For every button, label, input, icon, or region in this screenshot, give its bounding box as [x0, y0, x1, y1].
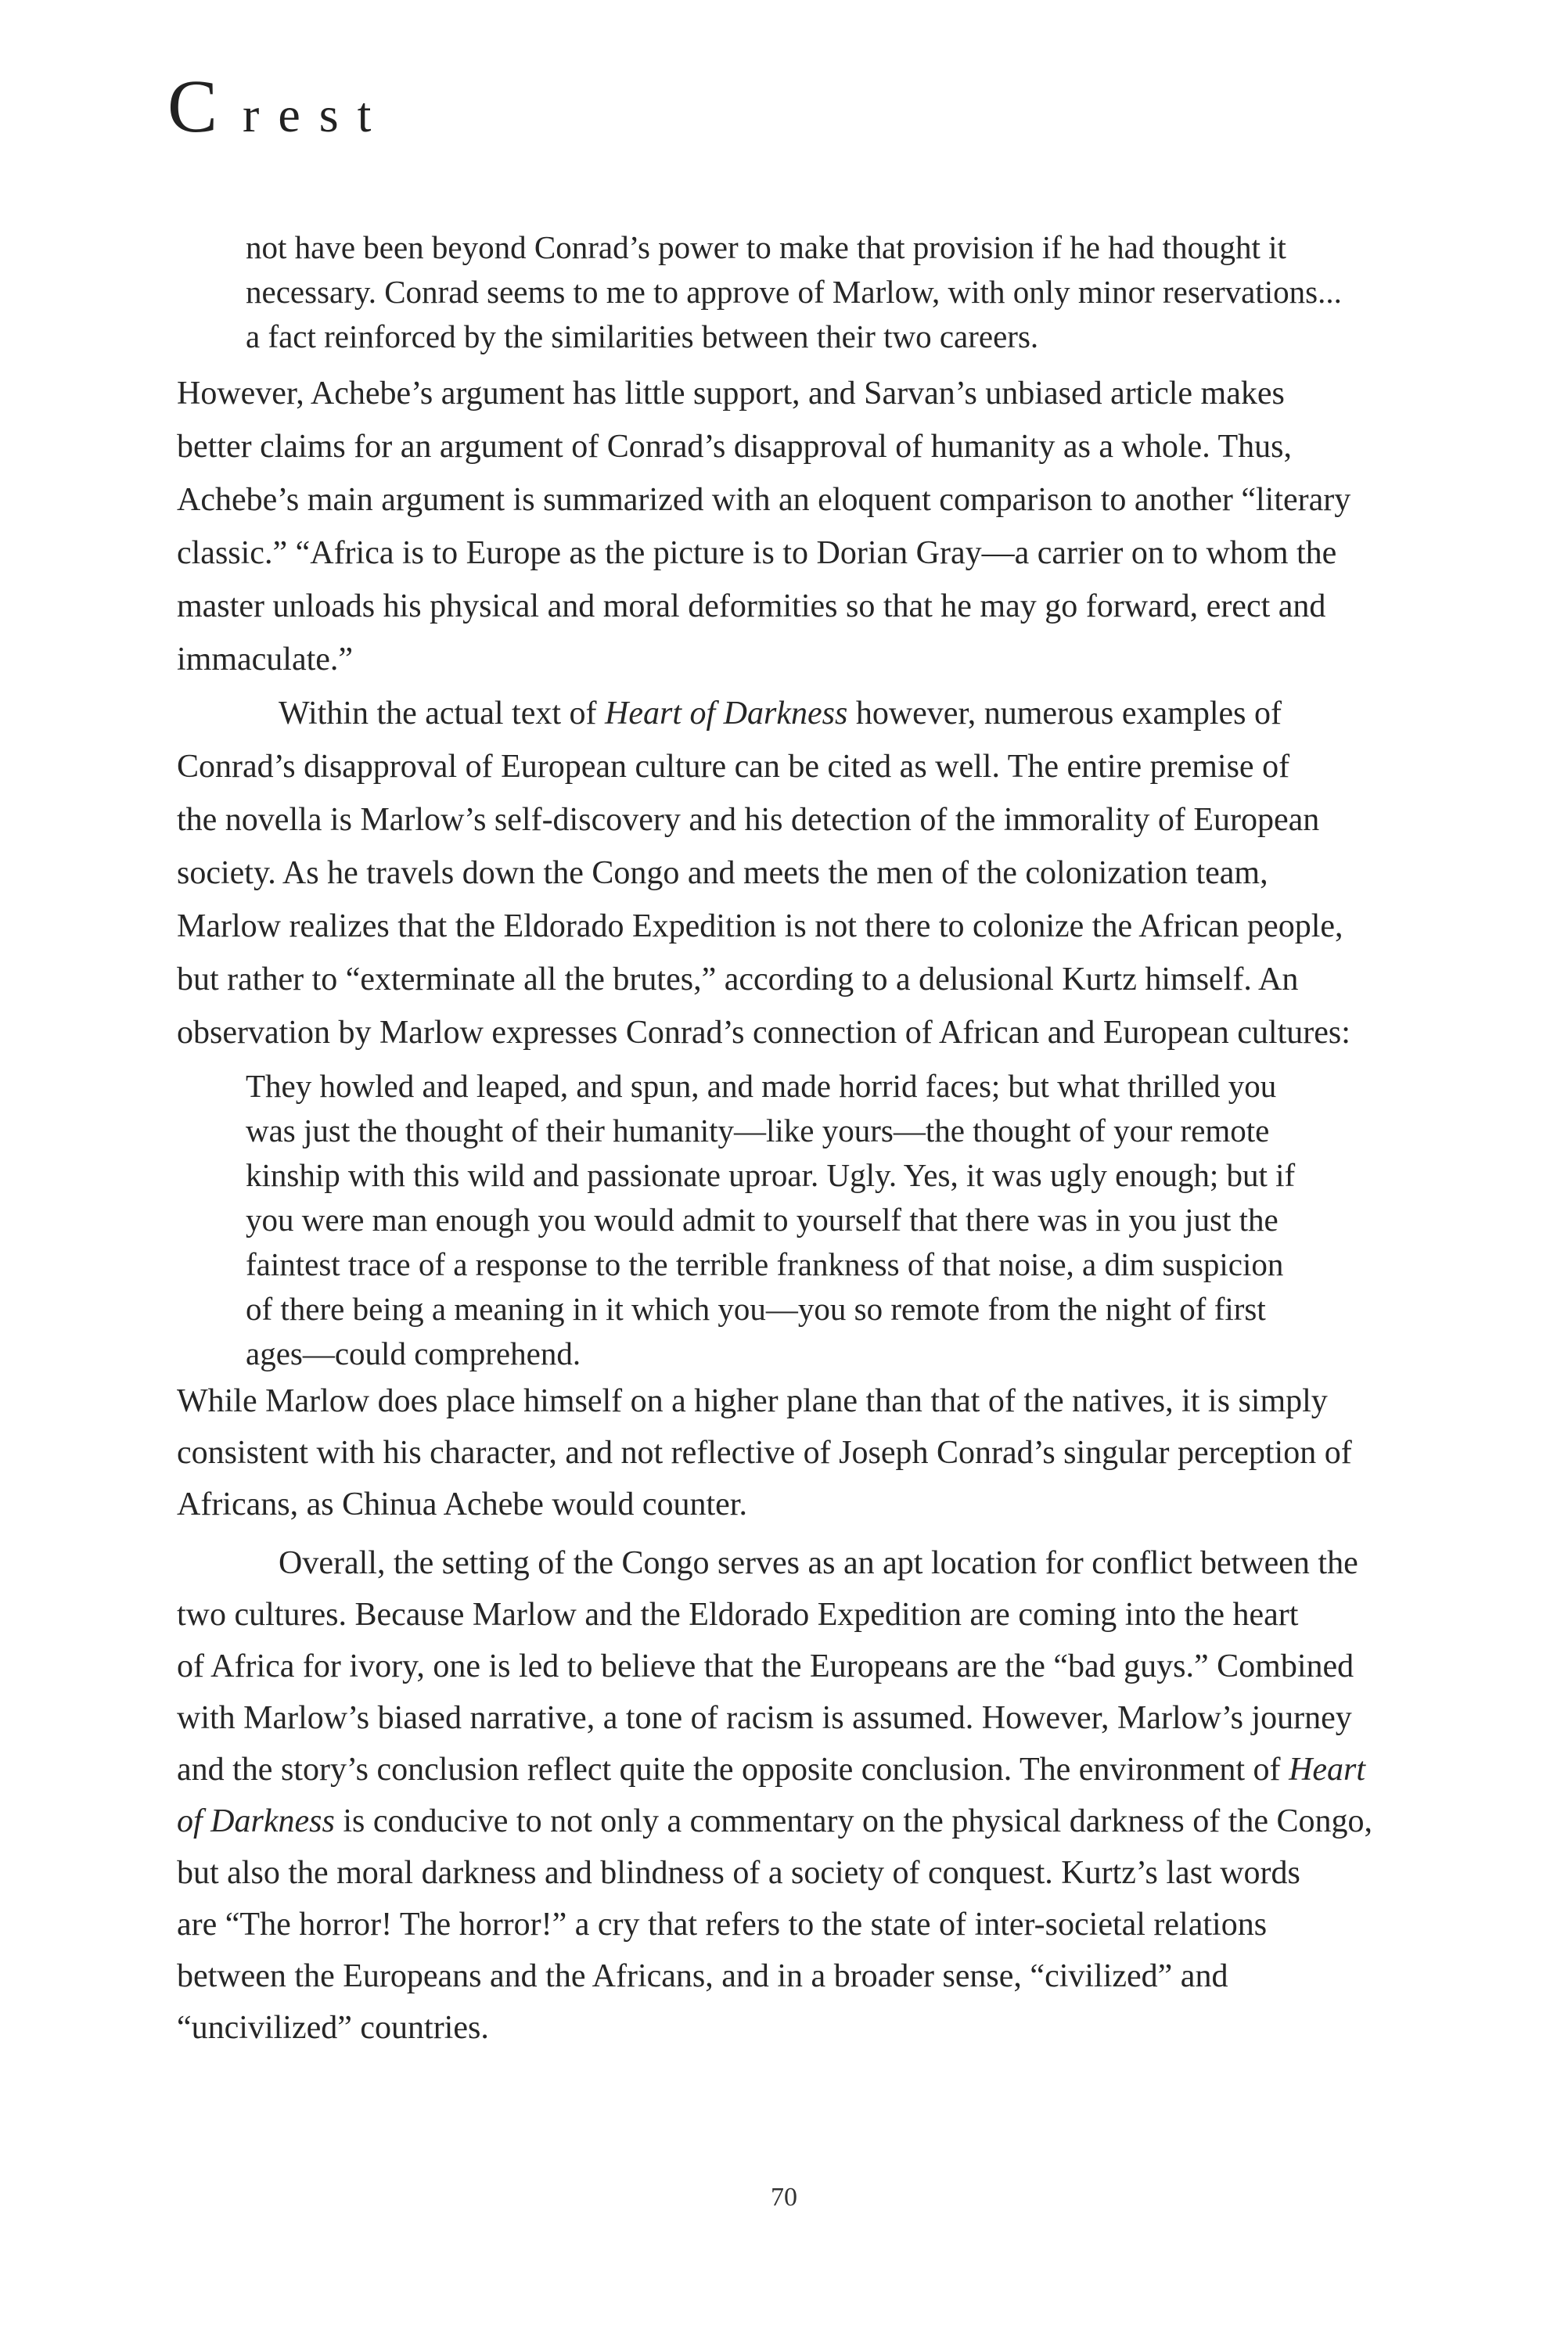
text-line: Africans, as Chinua Achebe would counter.	[177, 1486, 747, 1522]
text-line: classic.” “Africa is to Europe as the picture is to Dorian Gray—a carrier on to whom the	[177, 535, 1337, 571]
paragraph-marlow-higher-plane	[177, 1375, 1476, 1530]
running-header-title	[167, 64, 390, 148]
text-line: but also the moral darkness and blindness of a society of conquest. Kurtz’s last words	[177, 1855, 1300, 1891]
text-line-mixed	[177, 1744, 1476, 1796]
text-segment: is conducive to not only a commentary on the physical darkness of the Congo,	[334, 1803, 1373, 1839]
quote-line: a fact reinforced by the similarities between their two careers.	[246, 318, 1039, 354]
text-line: immaculate.”	[177, 642, 354, 678]
block-quote-marlow	[246, 1064, 1466, 1376]
text-line: observation by Marlow expresses Conrad’s connection of African and European cultures:	[177, 1015, 1350, 1051]
quote-line: not have been beyond Conrad’s power to make that provision if he had thought it	[246, 229, 1286, 265]
block-quote-continued	[246, 225, 1466, 359]
text-line: of Africa for ivory, one is led to believe that the Europeans are the “bad guys.” Combined	[177, 1648, 1354, 1684]
text-line: but rather to “exterminate all the brutes,” according to a delusional Kurtz himself. An	[177, 962, 1299, 998]
text-segment: and the story’s conclusion reflect quite the opposite conclusion. The environment of	[177, 1752, 1289, 1788]
text-line: with Marlow’s biased narrative, a tone of racism is assumed. However, Marlow’s journey	[177, 1700, 1352, 1736]
quote-line: faintest trace of a response to the terrible frankness of that noise, a dim suspicion	[246, 1246, 1284, 1282]
text-line: Achebe’s main argument is summarized with an eloquent comparison to another “literary	[177, 482, 1351, 518]
text-segment: however, numerous examples of	[847, 696, 1282, 732]
text-line: are “The horror! The horror!” a cry that refers to the state of inter-societal relations	[177, 1907, 1268, 1943]
text-line: Overall, the setting of the Congo serves as an apt location for conflict between the	[279, 1545, 1358, 1581]
text-line-mixed	[177, 1796, 1476, 1847]
book-title-italic: Heart of Darkness	[605, 696, 848, 732]
quote-line: you were man enough you would admit to yourself that there was in you just the	[246, 1202, 1278, 1238]
quote-line: ages—could comprehend.	[246, 1335, 581, 1371]
text-line: two cultures. Because Marlow and the Eldorado Expedition are coming into the heart	[177, 1597, 1299, 1633]
page-number: 70	[771, 2183, 797, 2212]
quote-line: necessary. Conrad seems to me to approve of Marlow, with only minor reservations...	[246, 274, 1342, 310]
book-title-italic: of Darkness	[177, 1803, 335, 1839]
quote-line: They howled and leaped, and spun, and made horrid faces; but what thrilled you	[246, 1068, 1277, 1104]
text-line: better claims for an argument of Conrad’s disapproval of humanity as a whole. Thus,	[177, 429, 1292, 465]
text-line: “uncivilized” countries.	[177, 2010, 489, 2046]
quote-line: was just the thought of their humanity—like yours—the thought of your remote	[246, 1113, 1270, 1149]
text-line: the novella is Marlow’s self-discovery and his detection of the immorality of European	[177, 802, 1320, 838]
text-line: consistent with his character, and not reflective of Joseph Conrad’s singular perception of	[177, 1435, 1352, 1471]
text-line: society. As he travels down the Congo and meets the men of the colonization team,	[177, 855, 1268, 891]
quote-line: kinship with this wild and passionate uproar. Ugly. Yes, it was ugly enough; but if	[246, 1157, 1296, 1193]
text-line: master unloads his physical and moral deformities so that he may go forward, erect and	[177, 588, 1326, 624]
text-line-first	[177, 687, 1476, 740]
text-line: While Marlow does place himself on a higher plane than that of the natives, it is simply	[177, 1383, 1328, 1419]
quote-line: of there being a meaning in it which you—you so remote from the night of first	[246, 1291, 1266, 1327]
header-title-rest: rest	[243, 87, 390, 142]
text-segment: Within the actual text of	[279, 696, 606, 732]
text-line: between the Europeans and the Africans, and in a broader sense, “civilized” and	[177, 1958, 1228, 1994]
paragraph-achebe-argument	[177, 367, 1476, 686]
book-title-italic: Heart	[1289, 1752, 1366, 1788]
paragraph-overall-setting	[177, 1537, 1476, 2054]
text-line: However, Achebe’s argument has little support, and Sarvan’s unbiased article makes	[177, 376, 1285, 412]
text-line: Conrad’s disapproval of European culture can be cited as well. The entire premise of	[177, 749, 1290, 785]
text-line: Marlow realizes that the Eldorado Expedition is not there to colonize the African people,	[177, 908, 1343, 944]
paragraph-heart-of-darkness-text	[177, 687, 1476, 1059]
header-title-initial: C	[167, 64, 242, 148]
